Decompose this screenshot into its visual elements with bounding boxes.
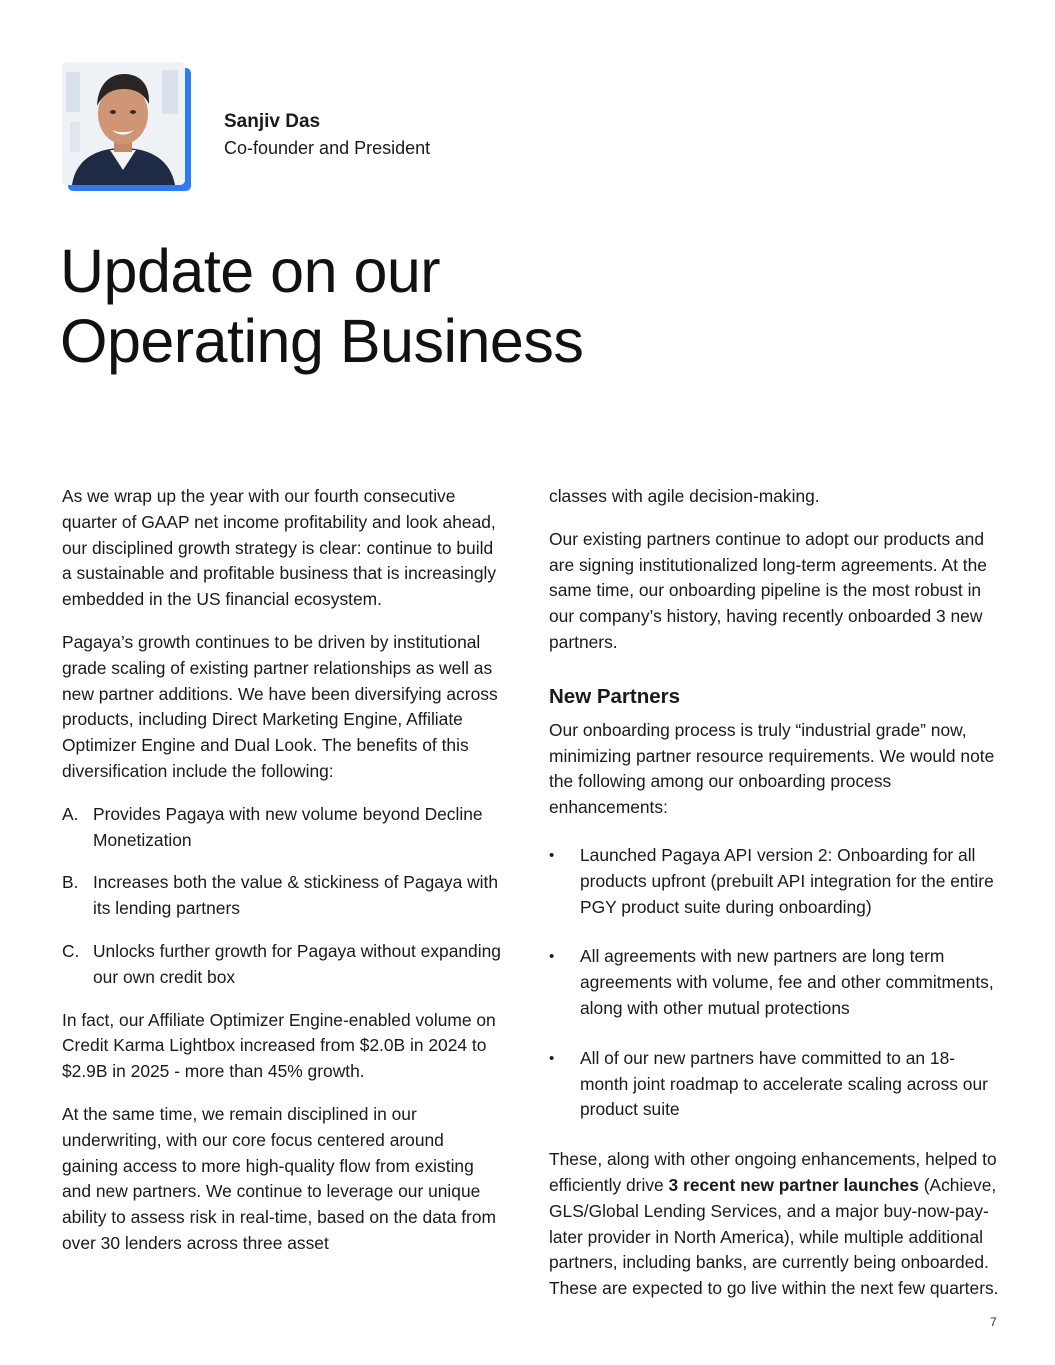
list-marker: A.	[62, 803, 79, 824]
paragraph-underwriting: At the same time, we remain disciplined in our underwriting, with our core focus centered around gaining access to more high-quality flow from existing and new partners. We continue to leverage our unique ability to assess risk in real-time, based on the data from over 30 lenders across three asset	[62, 1103, 496, 1253]
list-marker: B.	[62, 872, 79, 893]
bullet-icon: •	[549, 846, 555, 864]
list-item	[62, 939, 502, 991]
left-column	[62, 484, 502, 1274]
list-item-text: Provides Pagaya with new volume beyond Decline Monetization	[93, 803, 483, 850]
right-column	[549, 484, 999, 1319]
paragraph-growth: Pagaya’s growth continues to be driven by institutional grade scaling of existing partner relationships as well as new partner additions. We have been diversifying across products, including Direct Marketing Engine, Affiliate Optimizer Engine and Dual Look. The benefits of this diversification include the following:	[62, 631, 498, 781]
avatar	[62, 62, 185, 185]
list-item-text: Increases both the value & stickiness of Pagaya with its lending partners	[93, 872, 499, 919]
paragraph-intro: As we wrap up the year with our fourth consecutive quarter of GAAP net income profitability and look ahead, our disciplined growth strategy is clear: continue to build a sustainable and profitable business that is increasingly embedded in the US financial ecosystem.	[62, 486, 497, 610]
title-line-2: Operating Business	[60, 307, 584, 375]
list-marker: C.	[62, 940, 80, 961]
section-heading-new-partners: New Partners	[549, 684, 681, 708]
author-photo	[62, 62, 192, 192]
list-item-text: All agreements with new partners are long term agreements with volume, fee and other commitments, along with other mutual protections	[580, 946, 994, 1018]
paragraph-onboarding: Our onboarding process is truly “industrial grade” now, minimizing partner resource requirements. We would note the following among our onboarding process enhancements:	[549, 719, 995, 818]
list-item	[62, 802, 502, 854]
author-role: Co-founder and President	[224, 138, 431, 158]
list-item	[62, 870, 502, 922]
page-number: 7	[990, 1315, 997, 1329]
bullet-icon: •	[549, 948, 555, 966]
launches-highlight: 3 recent new partner launches	[668, 1174, 919, 1195]
list-item-text: All of our new partners have committed to an 18-month joint roadmap to accelerate scaling across our product suite	[580, 1047, 988, 1120]
paragraph-continuation: classes with agile decision-making.	[549, 486, 820, 506]
paragraph-partner-launches	[549, 1147, 999, 1302]
author-name: Sanjiv Das	[224, 111, 321, 132]
launches-text-end: (Achieve, GLS/Global Lending Services, and a major buy-now-pay-later provider in North America), while multiple additional partners, including banks, are currently being onboarded. These are expected to go live within the next few quarters.	[549, 1174, 999, 1299]
paragraph-affiliate-growth: In fact, our Affiliate Optimizer Engine-enabled volume on Credit Karma Lightbox increased from $2.0B in 2024 to $2.9B in 2025 - more than 45% growth.	[62, 1009, 496, 1082]
list-item	[549, 843, 999, 920]
benefits-list	[62, 802, 502, 991]
bullet-icon: •	[549, 1049, 555, 1067]
list-item-text: Launched Pagaya API version 2: Onboarding for all products upfront (prebuilt API integration for the entire PGY product suite during onboarding)	[580, 844, 994, 917]
portrait-image	[62, 62, 185, 185]
author-info	[224, 110, 430, 160]
title-line-1: Update on our	[60, 237, 441, 305]
page-title	[60, 236, 583, 376]
launches-text-start: These, along with other ongoing enhancements, helped to efficiently drive	[549, 1149, 997, 1195]
paragraph-existing-partners: Our existing partners continue to adopt our products and are signing institutionalized long-term agreements. At the same time, our onboarding pipeline is the most robust in our company’s history, having recently onboarded 3 new partners.	[549, 528, 987, 652]
list-item	[549, 944, 999, 1021]
enhancements-list	[549, 843, 999, 1123]
list-item	[549, 1046, 999, 1123]
list-item-text: Unlocks further growth for Pagaya without expanding our own credit box	[93, 940, 501, 987]
